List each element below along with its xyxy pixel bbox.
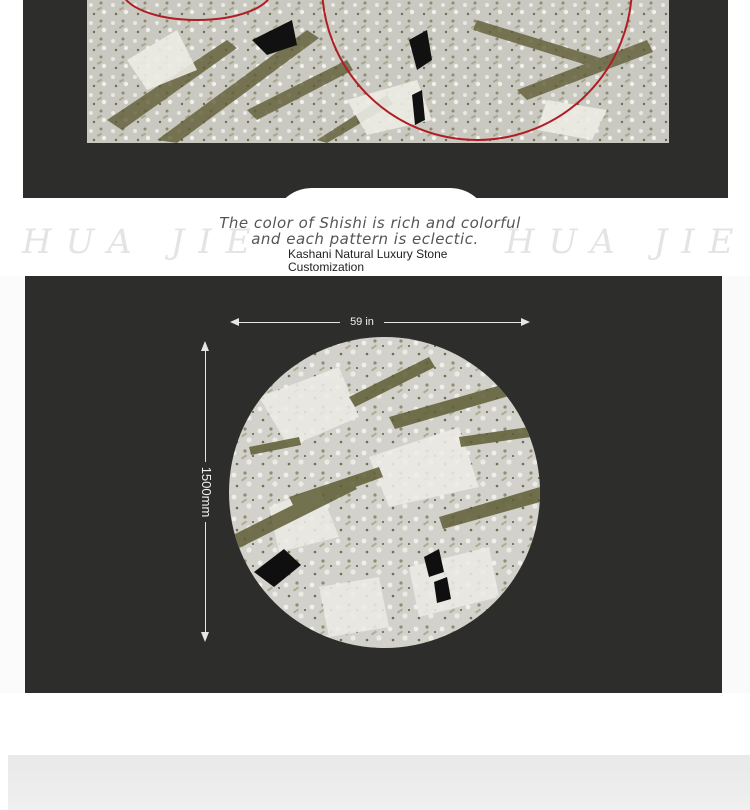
round-stone-tabletop — [229, 337, 540, 648]
brand-line-2: Customization — [288, 260, 365, 274]
top-stone-slab-image — [87, 0, 669, 143]
width-dimension-label: 59 in — [340, 315, 384, 329]
watermark-right: HUA JIE — [505, 222, 748, 262]
brand-text — [288, 248, 447, 274]
width-arrow-right-icon — [521, 318, 530, 326]
caption-line-2: and each pattern is eclectic. — [251, 230, 479, 248]
width-arrow-left-icon — [230, 318, 239, 326]
height-dimension-label: 1500mm — [198, 462, 214, 522]
right-margin-strip — [722, 276, 750, 693]
top-stone-panel — [23, 0, 728, 198]
bottom-grey-band — [8, 755, 750, 810]
height-arrow-top-icon — [201, 341, 209, 351]
height-arrow-bottom-icon — [201, 632, 209, 642]
bottom-white-space — [0, 693, 750, 755]
watermark-left: HUA JIE — [22, 222, 265, 262]
brand-line-1: Kashani Natural Luxury Stone — [288, 247, 448, 261]
caption-line-1: The color of Shishi is rich and colorful — [219, 214, 521, 232]
left-margin-strip — [0, 276, 25, 693]
